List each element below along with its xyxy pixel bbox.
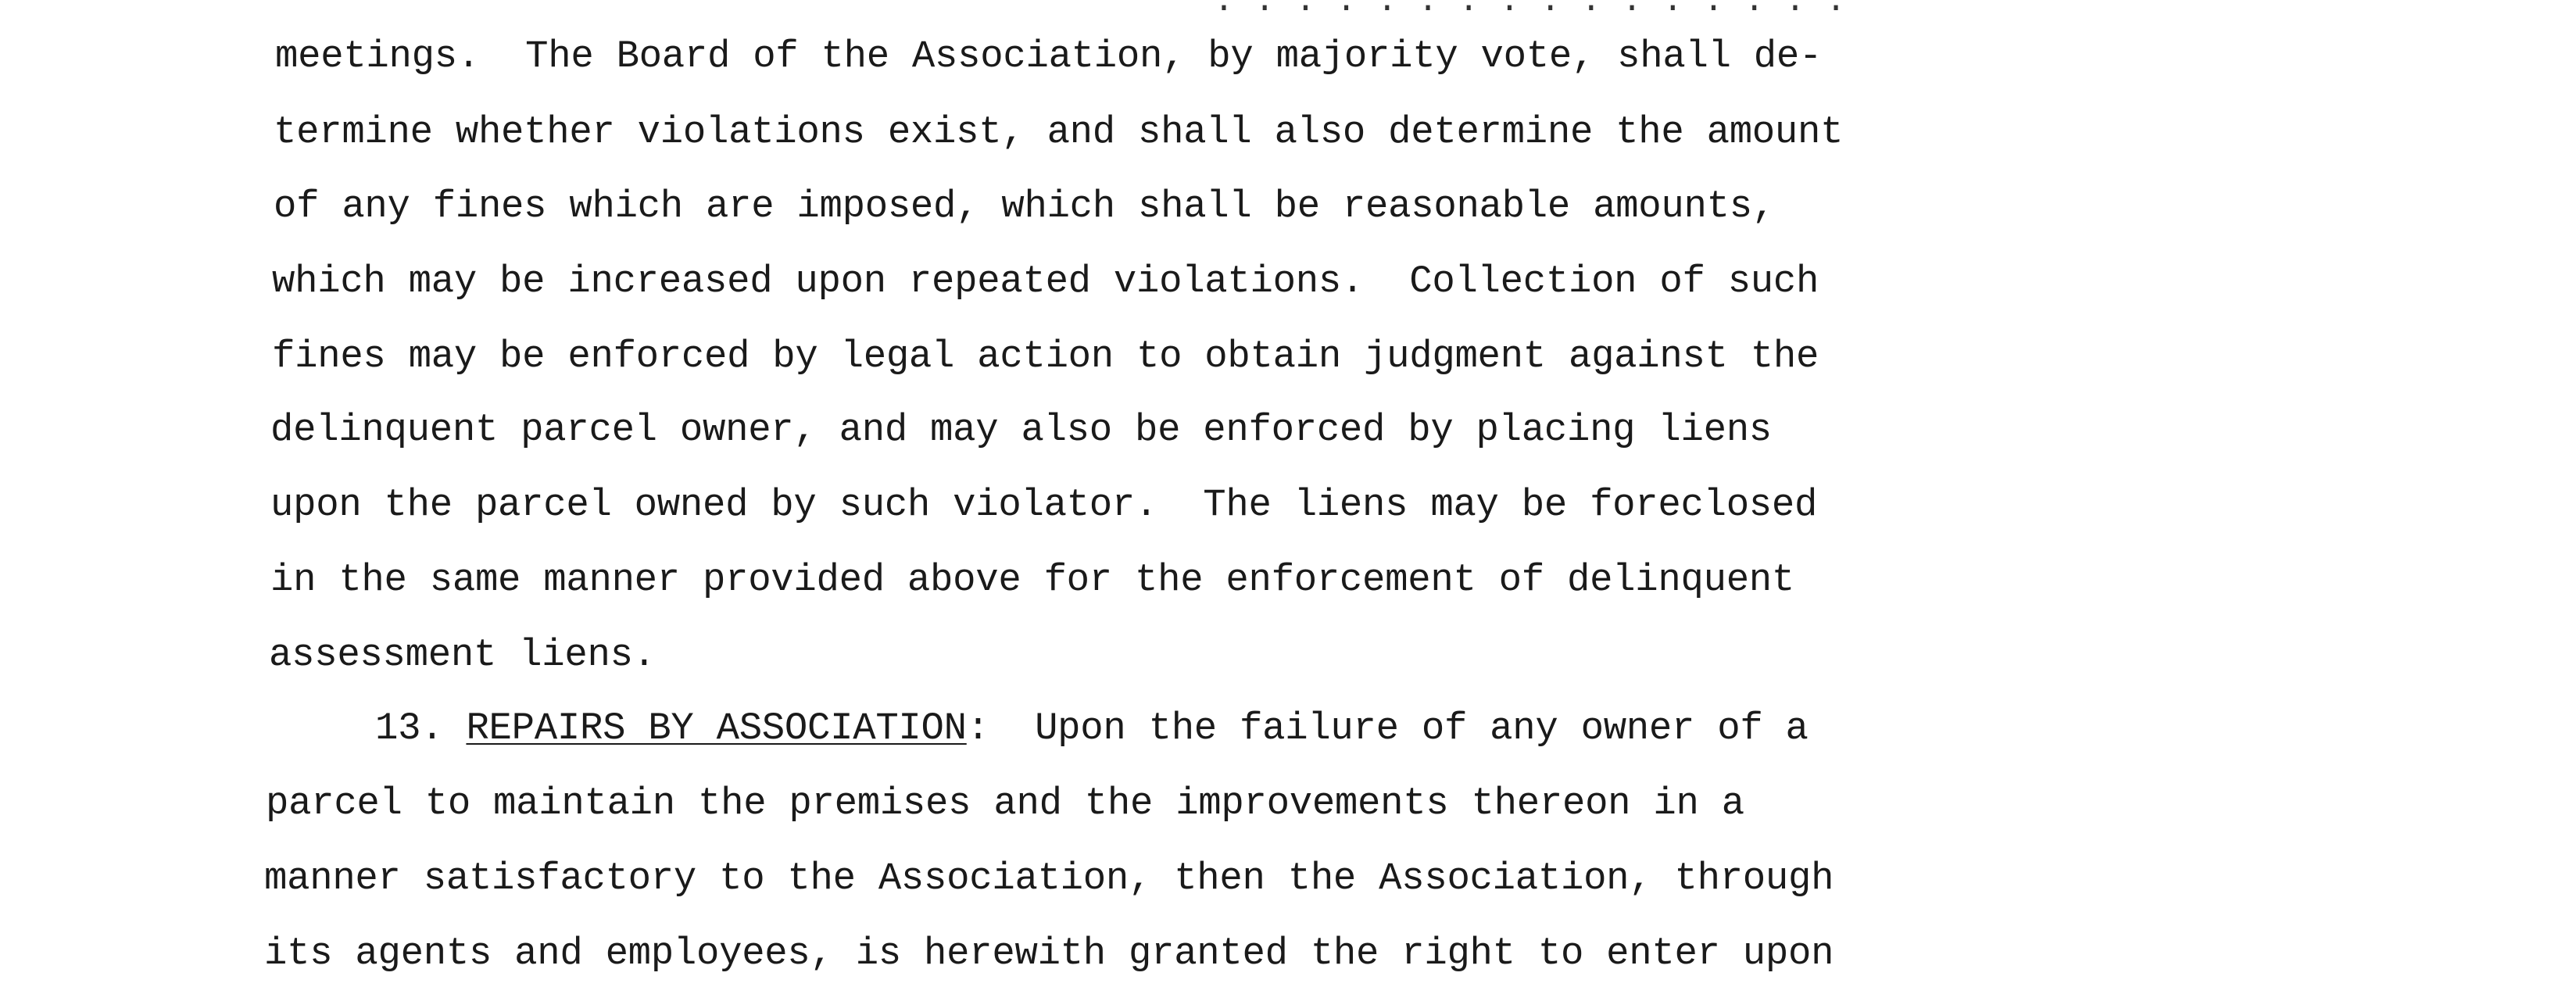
paragraph-line: fines may be enforced by legal action to obtain judgment against the xyxy=(272,334,1819,378)
paragraph-line: assessment liens. xyxy=(269,633,656,677)
paragraph-line: manner satisfactory to the Association, then the Association, through xyxy=(264,856,1834,900)
section-heading-line xyxy=(375,706,1809,750)
section-number: 13. xyxy=(375,706,444,750)
section-heading: REPAIRS BY ASSOCIATION xyxy=(466,706,967,750)
paragraph-line: upon the parcel owned by such violator. The liens may be foreclosed xyxy=(270,483,1818,527)
section-heading-colon: : xyxy=(966,706,989,750)
paragraph-line: meetings. The Board of the Association, by majority vote, shall de- xyxy=(275,34,1823,78)
paragraph-line: which may be increased upon repeated violations. Collection of such xyxy=(272,259,1819,303)
paragraph-line: its agents and employees, is herewith granted the right to enter upon xyxy=(264,931,1834,975)
section-first-line-text: Upon the failure of any owner of a xyxy=(989,706,1809,750)
paragraph-line: of any fines which are imposed, which shall be reasonable amounts, xyxy=(274,184,1775,228)
paragraph-line: in the same manner provided above for the enforcement of delinquent xyxy=(270,558,1795,602)
paragraph-line: termine whether violations exist, and shall also determine the amount xyxy=(274,110,1844,154)
paragraph-line: delinquent parcel owner, and may also be enforced by placing liens xyxy=(270,408,1772,452)
paragraph-line: parcel to maintain the premises and the improvements thereon in a xyxy=(266,781,1744,825)
text-line: . . . . . . . . . . . . . . . . xyxy=(275,0,1847,21)
